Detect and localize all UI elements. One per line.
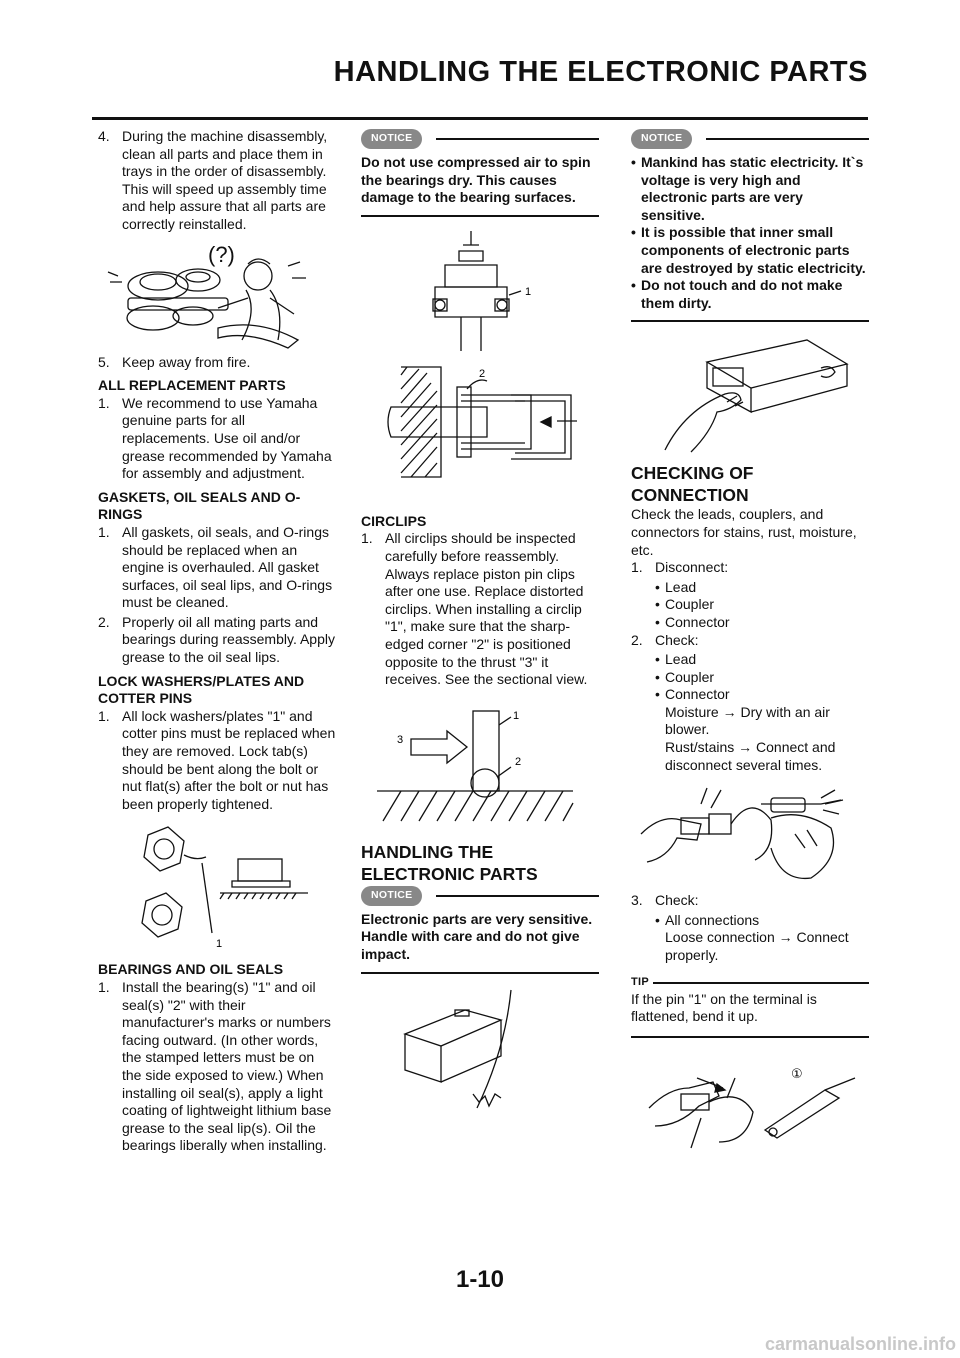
- figure-label: 2: [515, 755, 522, 768]
- header-rule: [92, 117, 868, 120]
- circlip-section-illustration: [361, 691, 599, 823]
- connector-hand-illustration: [631, 322, 869, 462]
- list-item: 1. We recommend to use Yamaha genuine parts for all replacements. Use oil and/or grease recommended by Yamaha for assembly and adjustment.: [98, 394, 332, 482]
- notice-badge: NOTICE: [361, 886, 422, 906]
- notice-badge: NOTICE: [361, 129, 422, 149]
- notice-box: [361, 128, 599, 217]
- notice-text: Electronic parts are very sensitive. Handle with care and do not give impact.: [361, 907, 599, 974]
- notice-box: [631, 128, 869, 322]
- lock-washer-illustration: [98, 815, 336, 955]
- subheading: ALL REPLACEMENT PARTS: [98, 377, 286, 394]
- list-item: • All connections: [655, 911, 760, 928]
- pin-bend-illustration: [631, 1038, 869, 1158]
- figure-label: ①: [791, 1066, 803, 1082]
- notice-text: [631, 150, 869, 322]
- list-item: • Coupler: [655, 596, 715, 613]
- notice-text: Do not use compressed air to spin the bearings dry. This causes damage to the bearing surfaces.: [361, 150, 599, 217]
- figure-label: 3: [397, 733, 404, 746]
- figure-label: 1: [216, 938, 223, 951]
- list-item: 1. All circlips should be inspected carefully before reassembly. Always replace piston pin clips after one use. Replace distorted circlips. When installing a circlip "1", make sure that the sharp-edged corner "2" is positioned opposite to the thrust "3" it receives. See the sectional view.: [361, 530, 588, 688]
- notice-box: [361, 885, 599, 974]
- footer-watermark: carmanualsonline.info: [764, 1334, 956, 1354]
- list-item: • Connector: [655, 686, 730, 703]
- list-item: 1. All gaskets, oil seals, and O-rings should be replaced when an engine is overhauled. All gasket surfaces, oil seal lips, and O-rings must be cleaned.: [98, 523, 333, 611]
- figure-label: 2: [479, 367, 486, 380]
- figure-label: 1: [513, 709, 520, 722]
- column-2: [361, 128, 599, 1114]
- list-item: • It is possible that inner small components of electronic parts are destroyed by static electricity.: [631, 224, 866, 276]
- check-result: Moisture → Dry with an air blower.: [665, 703, 830, 738]
- bearing-illustration: [361, 217, 599, 507]
- check-result: Rust/stains → Connect and disconnect several times.: [665, 739, 836, 773]
- subheading: GASKETS, OIL SEALS AND O-RINGS: [98, 488, 301, 523]
- list-item: • Mankind has static electricity. It`s voltage is very high and electronic parts are very sensitive.: [631, 154, 864, 223]
- list-item: • Coupler: [655, 668, 715, 685]
- disassembly-illustration: [98, 236, 336, 354]
- page-title: HANDLING THE ELECTRONIC PARTS: [333, 56, 868, 88]
- column-3: [631, 128, 869, 1158]
- subheading: BEARINGS AND OIL SEALS: [98, 961, 284, 978]
- page-number: 1-10: [455, 1266, 505, 1293]
- list-item: • Connector: [655, 613, 730, 630]
- intro-text: Check the leads, couplers, and connectors for stains, rust, moisture, etc.: [631, 506, 857, 558]
- section-heading: CHECKING OF CONNECTION: [631, 463, 754, 506]
- list-item: 3. Check:: [631, 892, 699, 909]
- subheading: CIRCLIPS: [361, 512, 427, 529]
- tip-box: [631, 975, 869, 1038]
- ecu-drop-illustration: [361, 974, 599, 1114]
- check-result: Loose connection → Connect properly.: [665, 929, 849, 964]
- list-item: 2. Properly oil all mating parts and bearings during reassembly. Apply grease to the oil seal lips.: [98, 613, 335, 666]
- list-item: • Do not touch and do not make them dirty.: [631, 277, 843, 311]
- column-1: [98, 128, 336, 1157]
- subheading: LOCK WASHERS/PLATES AND COTTER PINS: [98, 672, 305, 707]
- list-item: 1. All lock washers/plates "1" and cotter pins must be replaced when they are removed. Lock tab(s) should be bent along the bolt or nut flat(s) after the bolt or nut has been properly tightened.: [98, 707, 336, 812]
- figure-label: 1: [525, 285, 532, 298]
- list-item: 4. During the machine disassembly, clean all parts and place them in trays in the order of disassembly. This will speed up assembly time and help assure that all parts are correctly reinstalled.: [98, 128, 328, 232]
- notice-badge: NOTICE: [631, 129, 692, 149]
- list-item: • Lead: [655, 651, 697, 668]
- list-item: 1. Install the bearing(s) "1" and oil seal(s) "2" with their manufacturer's marks or numbers facing outward. (In other words, the stamped letters must be on the side exposed to view.) When installing oil seal(s), apply a light coating of lightweight lithium base grease to the seal lip(s). Oil the bearings liberally when installing.: [98, 979, 332, 1154]
- list-item: 2. Check:: [631, 631, 699, 648]
- list-item: 1. Disconnect:: [631, 559, 729, 576]
- tip-label: TIP: [631, 975, 650, 988]
- connector-check-illustration: [631, 774, 869, 892]
- list-item: 5. Keep away from fire.: [98, 353, 251, 370]
- list-item: • Lead: [655, 578, 697, 595]
- tip-text: If the pin "1" on the terminal is flattened, bend it up.: [631, 991, 869, 1038]
- svg-text:(?): (?): [208, 241, 235, 267]
- section-heading: HANDLING THE ELECTRONIC PARTS: [361, 841, 538, 884]
